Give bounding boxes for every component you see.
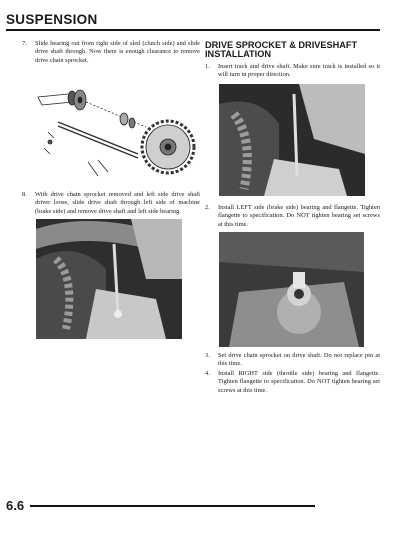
step-text: With drive chain sprocket removed and left side drive shaft driver loose, slide drive shaft through left side of machine (brake side) and remove drive shaft and left side bearing. bbox=[35, 191, 200, 215]
section-title: DRIVE SPROCKET & DRIVESHAFT INSTALLATION bbox=[205, 40, 358, 59]
driveshaft-exploded-diagram bbox=[28, 72, 200, 182]
install-step-4 bbox=[205, 370, 380, 395]
step-number: 2. bbox=[205, 204, 210, 211]
header-rule bbox=[6, 29, 380, 31]
driveshaft-removal-photo bbox=[36, 219, 182, 339]
step-number: 3. bbox=[205, 352, 210, 359]
bearing-flangette-photo bbox=[219, 232, 364, 347]
install-step-3 bbox=[205, 352, 380, 369]
step-number: 4. bbox=[205, 370, 210, 377]
step-number: 8. bbox=[22, 191, 27, 198]
page-header-title: SUSPENSION bbox=[6, 12, 98, 27]
step-text: Install RIGHT side (throttle side) bearing and flangette. Tighten flangette to specification. Do NOT tighten bearing set screws at this time. bbox=[218, 370, 380, 394]
footer-rule bbox=[30, 505, 315, 507]
track-and-driveshaft-photo bbox=[219, 84, 365, 196]
install-step-1 bbox=[205, 63, 380, 80]
step-text: Insert track and drive shaft. Make sure track is installed so it will turn in proper direction. bbox=[218, 63, 380, 79]
step-number: 7. bbox=[22, 40, 27, 47]
step-text: Install LEFT side (brake side) bearing and flangette. Tighten flangette to specification. Do NOT tighten bearing set screws at this time. bbox=[218, 204, 380, 228]
step-8 bbox=[22, 191, 200, 216]
spacer-part bbox=[120, 113, 128, 125]
step-text: Set drive chain sprocket on drive shaft. Do not replace pin at this time. bbox=[218, 352, 380, 368]
page-number: 6.6 bbox=[6, 498, 25, 513]
step-number: 1. bbox=[205, 63, 210, 70]
step-7 bbox=[22, 40, 200, 65]
step-text: Slide bearing out from right side of sled (clutch side) and slide drive shaft through. Now there is enough clearance to remove drive chain sprocket. bbox=[35, 40, 200, 64]
install-step-2 bbox=[205, 204, 380, 229]
bracket-part bbox=[38, 94, 72, 105]
driveshaft-part bbox=[58, 122, 138, 154]
